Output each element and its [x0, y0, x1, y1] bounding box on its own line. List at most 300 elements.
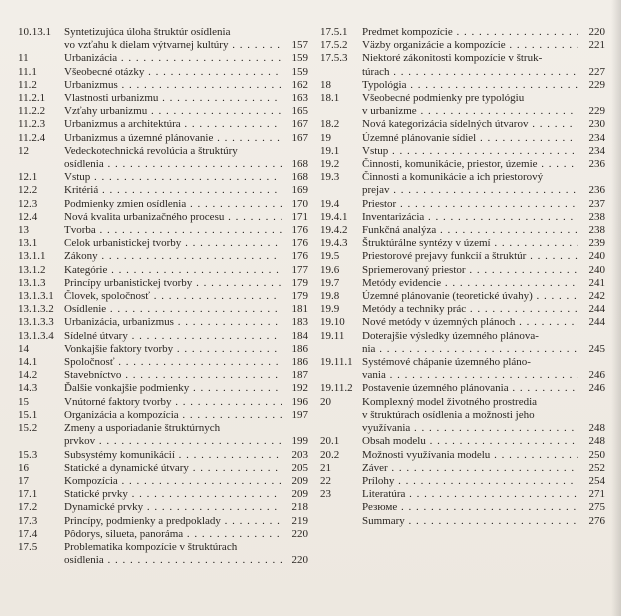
toc-entry-title-line: prejav . . . [362, 184, 576, 197]
toc-entry-title [362, 224, 578, 237]
toc-entry [18, 396, 308, 409]
toc-entry [18, 250, 308, 263]
toc-entry-title-line: Urbanizácia . . . [64, 52, 280, 65]
toc-entry-title-line: Človek, spoločnosť . . . [64, 290, 280, 303]
toc-entry-title-line: Metódy evidencie . . . [362, 277, 576, 290]
toc-entry-title-line: Vstup . . . [362, 145, 576, 158]
toc-entry-title [362, 79, 578, 92]
toc-entry-number: 21 [320, 461, 331, 474]
toc-entry [18, 501, 308, 514]
toc-entry-title [64, 184, 282, 197]
toc-entry-number: 19.4.1 [320, 210, 348, 223]
toc-entry-page: 159 [291, 52, 308, 65]
toc-entry-title-line: vania . . . [362, 369, 576, 382]
toc-entry-title [362, 171, 578, 197]
toc-entry-title-line: Vonkajšie faktory tvorby . . . [64, 343, 280, 356]
toc-entry-page: 157 [291, 39, 308, 52]
toc-entry-title-line: Nová kategorizácia sídelných útvarov . . . [362, 118, 576, 131]
toc-entry-title-line: Vnútorné faktory tvorby . . . [64, 396, 280, 409]
toc-entry-title-line: Vlastnosti urbanizmu . . . [64, 92, 280, 105]
toc-entry [18, 515, 308, 528]
toc-entry-page: 230 [588, 118, 605, 131]
toc-entry-title [362, 264, 578, 277]
toc-entry-title-line: Komplexný model životného prostredia [362, 395, 538, 408]
toc-entry [18, 316, 308, 329]
toc-entry-title-line: Urbanizmus a architektúra . . . [64, 118, 280, 131]
toc-entry-number: 15.3 [18, 448, 38, 461]
toc-entry-title-line: Dynamické prvky . . . [64, 501, 280, 514]
toc-entry-number: 18 [320, 78, 331, 91]
toc-entry-number: 11.2.1 [18, 92, 46, 105]
toc-entry-page: 236 [588, 184, 605, 197]
toc-entry-number [320, 515, 362, 528]
toc-entry-number: 19.4.2 [320, 224, 348, 237]
toc-entry-title-line: Systémové chápanie územného pláno- [362, 356, 531, 369]
toc-entry-title [64, 290, 282, 303]
toc-entry [18, 475, 308, 488]
toc-entry-number: 18.1 [320, 92, 340, 105]
toc-entry-title-line: Prílohy . . . [362, 475, 576, 488]
toc-entry [320, 250, 605, 263]
toc-entry-page: 246 [588, 369, 605, 382]
toc-entry-number: 11.2 [18, 78, 37, 91]
toc-entry-title-line: Vzťahy urbanizmu . . . [64, 105, 280, 118]
toc-entry-title [362, 435, 578, 448]
toc-entry-title [362, 198, 578, 211]
toc-entry-page: 238 [588, 224, 605, 237]
toc-entry-number: 12.1 [18, 171, 38, 184]
toc-entry-number: 18.2 [320, 118, 340, 131]
toc-entry-title-line: Резюме . . . [362, 501, 576, 514]
toc-entry [18, 330, 308, 343]
toc-entry-number: 13.1.3.2 [18, 303, 54, 316]
toc-entry-title [362, 396, 578, 436]
toc-entry-title [362, 92, 578, 118]
toc-entry-page: 163 [291, 92, 308, 105]
toc-entry-page: 227 [588, 65, 605, 78]
toc-entry-page: 209 [291, 488, 308, 501]
toc-entry [18, 356, 308, 369]
toc-entry-page: 252 [588, 461, 605, 474]
toc-entry-title [64, 118, 282, 131]
toc-entry-number: 12.2 [18, 184, 38, 197]
toc-entry-title [362, 39, 578, 52]
toc-entry-page: 229 [588, 78, 605, 91]
toc-entry-number: 10.13.1 [18, 26, 51, 38]
toc-entry-title [64, 330, 282, 343]
toc-entry-title [362, 52, 578, 78]
toc-entry [18, 343, 308, 356]
toc-entry-number: 23 [320, 488, 331, 501]
toc-entry [320, 501, 605, 514]
toc-entry-title [64, 52, 282, 65]
toc-entry [18, 488, 308, 501]
toc-entry [18, 462, 308, 475]
toc-entry [18, 449, 308, 462]
toc-entry-page: 176 [291, 250, 308, 263]
toc-entry-number: 13.1 [18, 237, 38, 250]
toc-entry-number: 19.6 [320, 263, 340, 276]
toc-entry-number: 19.10 [320, 316, 345, 329]
toc-entry-number: 19 [320, 131, 331, 144]
toc-entry-number: 15.1 [18, 408, 38, 421]
toc-entry-number: 17.5.2 [320, 39, 348, 52]
toc-entry-page: 181 [291, 303, 308, 316]
toc-entry [18, 290, 308, 303]
toc-entry-title [362, 330, 578, 356]
toc-entry-number: 15 [18, 395, 29, 408]
toc-entry [320, 330, 605, 356]
toc-entry-page: 170 [291, 197, 308, 210]
toc-entry-number: 13.1.3 [18, 276, 46, 289]
toc-entry [320, 118, 605, 131]
toc-entry-page: 177 [291, 263, 308, 276]
toc-entry-page: 186 [291, 342, 308, 355]
toc-entry-title [64, 237, 282, 250]
toc-entry [18, 145, 308, 171]
toc-entry-title-line: v štruktúrach osídlenia a možnosti jeho [362, 408, 535, 421]
toc-entry-title-line: Vstup . . . [64, 171, 280, 184]
toc-entry-title-line: osídlenia . . . [64, 554, 280, 567]
toc-entry [320, 224, 605, 237]
toc-entry-title-line: Spriemerovaný priestor . . . [362, 264, 576, 277]
toc-entry-title [362, 475, 578, 488]
toc-entry-title [362, 382, 578, 395]
toc-entry-title-line: Inventarizácia . . . [362, 211, 576, 224]
toc-entry-title [64, 369, 282, 382]
toc-entry-number: 13.1.3.1 [18, 290, 54, 303]
toc-entry-title [362, 462, 578, 475]
toc-entry-title-line: Možnosti využívania modelu . . . [362, 449, 576, 462]
toc-entry-title [64, 224, 282, 237]
toc-entry [320, 290, 605, 303]
toc-entry [320, 303, 605, 316]
toc-entry-page: 176 [291, 237, 308, 250]
toc-entry-page: 221 [588, 39, 605, 52]
toc-entry-title [64, 92, 282, 105]
toc-entry-number: 14 [18, 342, 29, 355]
toc-entry-number: 16 [18, 461, 29, 474]
toc-entry-title [64, 541, 282, 567]
toc-entry-title-line: nia . . . [362, 343, 576, 356]
toc-entry-title-line: Priestor . . . [362, 198, 576, 211]
toc-entry-title [64, 396, 282, 409]
toc-entry-title [362, 26, 578, 39]
toc-entry-title [64, 475, 282, 488]
toc-entry-number: 17.5 [18, 540, 38, 553]
toc-entry-page: 203 [291, 448, 308, 461]
toc-entry-page: 192 [291, 382, 308, 395]
toc-entry [18, 132, 308, 145]
toc-entry-page: 176 [291, 224, 308, 237]
toc-entry [320, 515, 605, 528]
toc-entry-title-line: Podmienky zmien osídlenia . . . [64, 198, 280, 211]
toc-entry-title [64, 515, 282, 528]
toc-entry-number: 19.11.1 [320, 356, 353, 369]
toc-entry [18, 118, 308, 131]
toc-entry [18, 66, 308, 79]
toc-entry-number: 14.3 [18, 382, 38, 395]
toc-entry-title-line: Organizácia a kompozícia . . . [64, 409, 280, 422]
toc-entry-title [362, 211, 578, 224]
toc-entry-title [64, 132, 282, 145]
toc-entry-number: 11.2.4 [18, 131, 46, 144]
toc-entry-page: 220 [291, 527, 308, 540]
toc-entry-title [64, 66, 282, 79]
toc-entry-title-line: Všeobecné otázky . . . [64, 66, 280, 79]
toc-entry [18, 264, 308, 277]
toc-entry [18, 79, 308, 92]
toc-entry [320, 475, 605, 488]
toc-entry-number: 13.1.3.4 [18, 329, 54, 342]
toc-entry-title [64, 211, 282, 224]
toc-entry-number: 11.1 [18, 65, 37, 78]
toc-entry-page: 209 [291, 474, 308, 487]
toc-entry-page: 239 [588, 237, 605, 250]
toc-entry-number: 19.9 [320, 303, 340, 316]
toc-entry-title-line: využívania . . . [362, 422, 576, 435]
toc-entry-title-line: Zmeny a usporiadanie štruktúrnych [64, 422, 221, 435]
toc-entry [18, 528, 308, 541]
toc-entry-title [362, 118, 578, 131]
toc-entry-number: 19.11.2 [320, 382, 353, 395]
toc-entry-title [64, 303, 282, 316]
toc-entry [18, 409, 308, 422]
toc-entry-page: 171 [291, 210, 308, 223]
toc-entry-page: 179 [291, 290, 308, 303]
toc-entry [320, 198, 605, 211]
toc-entry-page: 240 [588, 263, 605, 276]
toc-entry-number: 11 [18, 52, 29, 65]
toc-entry [320, 462, 605, 475]
toc-entry-title-line: osídlenia . . . [64, 158, 280, 171]
toc-entry-title-line: Celok urbanistickej tvorby . . . [64, 237, 280, 250]
toc-entry [18, 382, 308, 395]
toc-entry-title-line: Statické prvky . . . [64, 488, 280, 501]
toc-entry-title-line: Činnosti a komunikácie a ich priestorový [362, 171, 544, 184]
toc-entry-page: 244 [588, 316, 605, 329]
toc-entry-number: 19.4 [320, 197, 340, 210]
toc-entry-page: 218 [291, 501, 308, 514]
toc-entry-title-line: Urbanizmus . . . [64, 79, 280, 92]
toc-entry-title-line: Doterajšie výsledky územného plánova- [362, 329, 539, 342]
toc-entry-title [362, 237, 578, 250]
toc-entry-page: 240 [588, 250, 605, 263]
toc-entry-title-line: Predmet kompozície . . . [362, 26, 576, 39]
toc-entry-title-line: Literatúra . . . [362, 488, 576, 501]
toc-entry-title [64, 449, 282, 462]
toc-entry-title-line: vo vzťahu k dielam výtvarnej kultúry . . . [64, 39, 280, 52]
toc-entry-title-line: Syntetizujúca úloha štruktúr osídlenia [64, 26, 231, 38]
toc-entry-number: 13 [18, 224, 29, 237]
toc-entry [18, 211, 308, 224]
toc-entry-number: 17 [18, 474, 29, 487]
toc-entry-title [362, 515, 578, 528]
toc-entry-page: 197 [291, 408, 308, 421]
toc-entry [18, 105, 308, 118]
toc-entry-page: 169 [291, 184, 308, 197]
toc-entry-page: 162 [291, 78, 308, 91]
toc-entry-title-line: Princípy urbanistickej tvorby . . . [64, 277, 280, 290]
toc-entry-title [64, 382, 282, 395]
toc-entry [18, 224, 308, 237]
toc-entry [18, 171, 308, 184]
toc-entry-page: 187 [291, 369, 308, 382]
toc-entry-title [64, 488, 282, 501]
toc-entry-title-line: Funkčná analýza . . . [362, 224, 576, 237]
toc-entry-title-line: Kategórie . . . [64, 264, 280, 277]
toc-entry [320, 396, 605, 436]
toc-entry-page: 229 [588, 105, 605, 118]
toc-entry-title [362, 303, 578, 316]
toc-entry-title-line: Sídelné útvary . . . [64, 330, 280, 343]
toc-entry [320, 158, 605, 171]
toc-entry [18, 184, 308, 197]
toc-entry-title-line: Typológia . . . [362, 79, 576, 92]
toc-entry-page: 167 [291, 131, 308, 144]
toc-entry-number [320, 501, 362, 514]
toc-entry-title [64, 343, 282, 356]
toc-entry-number: 19.4.3 [320, 237, 348, 250]
toc-entry-number: 13.1.2 [18, 263, 46, 276]
toc-entry-page: 199 [291, 435, 308, 448]
toc-entry-title [64, 198, 282, 211]
toc-entry-title [64, 501, 282, 514]
toc-entry-title [362, 250, 578, 263]
toc-entry-title-line: Všeobecné podmienky pre typológiu [362, 92, 525, 105]
toc-entry-title [362, 145, 578, 158]
toc-entry-number: 12.3 [18, 197, 38, 210]
toc-entry [320, 237, 605, 250]
toc-entry-title-line: Metódy a techniky prác . . . [362, 303, 576, 316]
toc-entry-page: 238 [588, 210, 605, 223]
toc-entry-title-line: v urbanizme . . . [362, 105, 576, 118]
toc-entry [320, 382, 605, 395]
toc-entry-page: 234 [588, 131, 605, 144]
toc-entry [18, 541, 308, 567]
toc-entry-number: 12.4 [18, 210, 38, 223]
toc-entry-title [64, 105, 282, 118]
toc-entry-page: 179 [291, 276, 308, 289]
toc-entry-page: 237 [588, 197, 605, 210]
toc-entry-page: 241 [588, 276, 605, 289]
toc-entry-title [362, 290, 578, 303]
toc-entry-title-line: Spoločnosť . . . [64, 356, 280, 369]
toc-entry-title-line: Nová kvalita urbanizačného procesu . . . [64, 211, 280, 224]
toc-entry-page: 184 [291, 329, 308, 342]
toc-entry-number: 20.1 [320, 435, 340, 448]
toc-entry-page: 246 [588, 382, 605, 395]
toc-entry [18, 422, 308, 448]
toc-entry-page: 250 [588, 448, 605, 461]
toc-entry-title-line: Tvorba . . . [64, 224, 280, 237]
toc-entry-title [64, 171, 282, 184]
toc-entry-page: 183 [291, 316, 308, 329]
toc-entry-page: 220 [291, 554, 308, 567]
toc-entry [320, 316, 605, 329]
toc-entry-number: 20.2 [320, 448, 340, 461]
toc-entry-number: 19.1 [320, 144, 340, 157]
toc-entry-number: 17.3 [18, 514, 38, 527]
toc-entry-title-line: Zákony . . . [64, 250, 280, 263]
toc-entry-number: 14.2 [18, 369, 38, 382]
toc-entry [320, 211, 605, 224]
toc-entry-number: 17.5.1 [320, 26, 348, 38]
toc-entry-page: 271 [588, 488, 605, 501]
toc-entry-number: 14.1 [18, 356, 38, 369]
toc-entry-title [362, 501, 578, 514]
toc-entry-title [362, 277, 578, 290]
page-edge-shadow [611, 0, 621, 616]
toc-entry-page: 234 [588, 144, 605, 157]
toc-entry-number: 20 [320, 395, 331, 408]
toc-entry-number: 19.11 [320, 329, 345, 342]
toc-entry-title-line: Postavenie územného plánovania . . . [362, 382, 576, 395]
toc-entry-title-line: Záver . . . [362, 462, 576, 475]
toc-entry [320, 435, 605, 448]
toc-entry-title-line: Pôdorys, silueta, panoráma . . . [64, 528, 280, 541]
toc-entry-number: 19.7 [320, 276, 340, 289]
toc-entry-page: 276 [588, 514, 605, 527]
toc-entry-title [64, 528, 282, 541]
toc-entry-page: 168 [291, 158, 308, 171]
toc-entry-number: 17.2 [18, 501, 38, 514]
toc-entry [18, 369, 308, 382]
toc-entry-page: 248 [588, 435, 605, 448]
toc-entry [320, 92, 605, 118]
toc-entry [320, 264, 605, 277]
toc-entry-title-line: Kritériá . . . [64, 184, 280, 197]
toc-entry-title-line: Priestorové prejavy funkcií a štruktúr . . . [362, 250, 576, 263]
toc-entry [320, 132, 605, 145]
toc-entry-title-line: Urbanizácia, urbanizmus . . . [64, 316, 280, 329]
toc-entry-title-line: Vedeckotechnická revolúcia a štruktúry [64, 144, 238, 157]
toc-entry [320, 79, 605, 92]
toc-entry [18, 198, 308, 211]
toc-entry-number: 12 [18, 144, 29, 157]
toc-entry-title-line: Urbanizmus a územné plánovanie . . . [64, 132, 280, 145]
toc-entry-title-line: Statické a dynamické útvary . . . [64, 462, 280, 475]
toc-column-right [320, 26, 605, 528]
toc-entry-number: 13.1.3.3 [18, 316, 54, 329]
toc-entry-title [64, 409, 282, 422]
toc-entry-title [64, 145, 282, 171]
toc-entry-page: 245 [588, 342, 605, 355]
toc-entry-title [64, 79, 282, 92]
toc-entry-title [362, 449, 578, 462]
toc-entry-number: 15.2 [18, 422, 38, 435]
toc-entry-number: 11.2.2 [18, 105, 46, 118]
toc-entry-page: 254 [588, 474, 605, 487]
toc-entry-number: 17.4 [18, 527, 38, 540]
toc-entry-title-line: Väzby organizácie a kompozície . . . [362, 39, 576, 52]
toc-entry-page: 275 [588, 501, 605, 514]
toc-entry-number: 19.2 [320, 158, 340, 171]
toc-entry-title-line: Kompozícia . . . [64, 475, 280, 488]
toc-entry-title [64, 264, 282, 277]
toc-entry-title-line: Ďalšie vonkajšie podmienky . . . [64, 382, 280, 395]
toc-entry-page: 167 [291, 118, 308, 131]
toc-entry-title [64, 316, 282, 329]
toc-entry-page: 244 [588, 303, 605, 316]
toc-entry-title [362, 488, 578, 501]
toc-entry-title [64, 422, 282, 448]
toc-entry-title [64, 356, 282, 369]
toc-entry [320, 488, 605, 501]
toc-entry-title-line: Summary . . . [362, 515, 576, 528]
toc-entry-number: 11.2.3 [18, 118, 46, 131]
toc-entry [320, 449, 605, 462]
